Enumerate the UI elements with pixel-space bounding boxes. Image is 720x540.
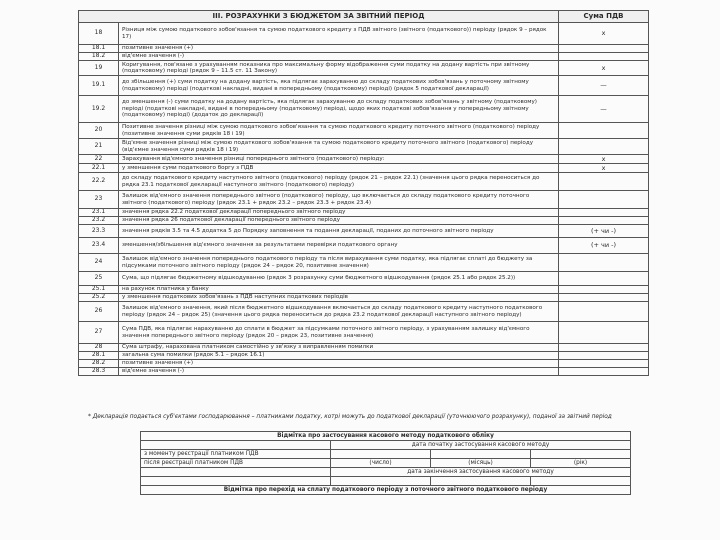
row-number: 28.3 [79,368,119,376]
row-amount[interactable] [559,53,649,61]
row-number: 23.1 [79,209,119,217]
row-description: Зарахування від'ємного значення різниці попереднього звітного (податкового) періоду: [119,155,559,164]
section-title: III. РОЗРАХУНКИ З БЮДЖЕТОМ ЗА ЗВІТНИЙ ПЕРІОД [79,11,559,23]
row-number: 23.2 [79,217,119,225]
date-field[interactable] [331,450,431,459]
amount-column-header: Сума ПДВ [559,11,649,23]
row-number: 19.2 [79,96,119,123]
period-change-caption: Відмітка про перехід на сплату податкового періоду з поточного звітного податкового періоду [141,486,631,495]
table-row [79,123,649,139]
row-amount[interactable] [559,352,649,360]
row-description: у зменшення суми податкового боргу з ПДВ [119,164,559,173]
cash-method-caption: Відмітка про застосування касового методу податкового обліку [141,432,631,441]
row-description: Від'ємне значення різниці між сумою податкового зобов'язання та сумою податкового кредиту поточного звітного (податкового) періоду (від'ємне значення суми рядків 18 і 19) [119,139,559,155]
row-number: 25 [79,272,119,286]
row-number: 24 [79,254,119,272]
row-number: 28 [79,344,119,352]
row-number: 19 [79,61,119,76]
row-number: 28.1 [79,352,119,360]
row-amount[interactable] [559,368,649,376]
table-row [79,53,649,61]
row-amount[interactable] [559,272,649,286]
table-row [79,155,649,164]
row-amount[interactable]: (+ чи -) [559,225,649,238]
row-description: значення рядка 26 податкової декларації попереднього звітного періоду [119,217,559,225]
end-year-field[interactable] [531,477,631,486]
row-amount[interactable] [559,302,649,322]
end-date-field[interactable] [331,477,431,486]
row-number: 28.2 [79,360,119,368]
row-number: 22 [79,155,119,164]
row-number: 27 [79,322,119,344]
row-description: позитивне значення (+) [119,360,559,368]
row-amount[interactable]: x [559,23,649,45]
row-description: у зменшення податкових зобов'язань з ПДВ наступних податкових періодів [119,294,559,302]
end-month-field[interactable] [431,477,531,486]
row-amount[interactable]: — [559,76,649,96]
row-description: Різниця між сумою податкового зобов'язання та сумою податкового кредиту з ПДВ звітного (звітного (податкового)) періоду (рядок 9 – рядок 17) [119,23,559,45]
table-row [79,217,649,225]
registration-moment-label: з моменту реєстрації платником ПДВ [141,450,331,459]
row-description: Залишок від'ємного значення попереднього податкового періоду та після вирахування суми податку, яка підлягає сплаті до бюджету за підсумками поточного звітного періоду (рядок 24 – рядок 20, позитивне значення) [119,254,559,272]
row-amount[interactable] [559,173,649,191]
table-row [79,96,649,123]
row-number: 18.1 [79,45,119,53]
row-description: на рахунок платника у банку [119,286,559,294]
date-label: (число) [331,459,431,468]
row-amount[interactable] [559,217,649,225]
row-description: позитивне значення (+) [119,45,559,53]
row-description: Залишок від'ємного значення попереднього звітного (податкового) періоду, що включається до складу податкового кредиту поточного звітного (податкового) періоду (рядок 23.1 + рядок 23.2 – рядок 23.3 + рядок 23.4) [119,191,559,209]
row-amount[interactable] [559,286,649,294]
row-amount[interactable] [559,123,649,139]
table-row [79,191,649,209]
table-row [79,352,649,360]
table-row [79,238,649,254]
row-amount[interactable] [559,209,649,217]
table-row [79,322,649,344]
year-field[interactable] [531,450,631,459]
row-amount[interactable]: (+ чи -) [559,238,649,254]
month-field[interactable] [431,450,531,459]
row-number: 22.2 [79,173,119,191]
row-amount[interactable]: x [559,61,649,76]
table-row [79,173,649,191]
start-date-caption: дата початку застосування касового методу [331,441,631,450]
row-amount[interactable] [559,139,649,155]
row-number: 22.1 [79,164,119,173]
row-amount[interactable] [559,294,649,302]
row-number: 21 [79,139,119,155]
row-description: від'ємне значення (-) [119,53,559,61]
after-registration-label: після реєстрації платником ПДВ [141,459,331,468]
table-row [79,302,649,322]
row-description: зменшення/збільшення від'ємного значення за результатами перевірки податкового органу [119,238,559,254]
table-row [79,360,649,368]
table-header [79,11,649,23]
row-number: 26 [79,302,119,322]
row-amount[interactable] [559,322,649,344]
table-row [79,294,649,302]
row-description: Сума, що підлягає бюджетному відшкодуванню (рядок 3 розрахунку суми бюджетного відшкодування (рядок 25.1 або рядок 25.2)) [119,272,559,286]
end-date-caption: дата закінчення застосування касового методу [331,468,631,477]
row-number: 25.1 [79,286,119,294]
row-description: значення рядка 22.2 податкової декларації попереднього звітного періоду [119,209,559,217]
table-row [79,76,649,96]
row-amount[interactable]: x [559,155,649,164]
row-description: значення рядків 3.5 та 4.5 додатка 5 до Порядку заповнення та подання декларації, поданих до поточного звітного періоду [119,225,559,238]
table-row [79,368,649,376]
table-row [79,272,649,286]
table-row [79,286,649,294]
table-row [79,139,649,155]
row-description: Залишок від'ємного значення, який після бюджетного відшкодування включається до складу податкового кредиту наступного податкового періоду (рядок 24 – рядок 25) (значення цього рядка переноситься до рядка 23.2 податкової декларації наступного звітного періоду) [119,302,559,322]
row-number: 20 [79,123,119,139]
row-description: Позитивне значення різниці між сумою податкового зобов'язання та сумою податкового кредиту поточного звітного (податкового) періоду (позитивне значення суми рядків 18 і 19) [119,123,559,139]
row-number: 18 [79,23,119,45]
table-row [79,23,649,45]
row-amount[interactable]: — [559,96,649,123]
row-description: Коригування, пов'язане з урахуванням показника про максимальну форму відображення суми податку на додану вартість при звітному (податковому) періоді (рядок 9 – 11.5 ст. 11 Закону) [119,61,559,76]
row-description: до зменшення (-) суми податку на додану вартість, яка підлягає зарахуванню до складу податкових зобов'язань у звітному (податковому) періоді (податкові накладні, видані в попередньому (податковому) періоді, щодо яких податкові зобов'язання у попередньому звітному (податковому) періоді) (додаток до декларації) [119,96,559,123]
row-amount[interactable] [559,45,649,53]
row-description: Сума ПДВ, яка підлягає нарахуванню до сплати в бюджет за підсумками поточного звітного періоду, з урахуванням залишку від'ємного значення попереднього звітного періоду (рядок 20 – рядок 23, позитивне значення) [119,322,559,344]
table-row [79,254,649,272]
row-description: Сума штрафу, нарахована платником самостійно у зв'язку з виправленням помилки [119,344,559,352]
footnote: * Декларація подається суб'єктами господарювання – платниками податку, котрі можуть до податкової декларації (уточнюючого розрахунку), поданої за звітний період [88,414,612,420]
month-label: (місяць) [431,459,531,468]
row-description: від'ємне значення (-) [119,368,559,376]
budget-settlements-table [78,10,649,376]
row-number: 23 [79,191,119,209]
row-description: до складу податкового кредиту наступного звітного (податкового) періоду (рядок 21 – рядок 22.1) (значення цього рядка переноситься до рядка 23.1 податкової декларації наступного звітного (податкового) періоду) [119,173,559,191]
row-amount[interactable] [559,360,649,368]
row-amount[interactable] [559,254,649,272]
table-row [79,45,649,53]
table-row [79,344,649,352]
row-description: до збільшення (+) суми податку на додану вартість, яка підлягає зарахуванню до складу податкових зобов'язань у поточному звітному (податковому) періоді (податкові накладні, видані в попередньому (податковому) періоді) (рядок 5 податкової декларації) [119,76,559,96]
table-row [79,164,649,173]
table-row [79,209,649,217]
row-number: 23.4 [79,238,119,254]
cash-method-table [140,431,631,495]
row-number: 19.1 [79,76,119,96]
row-description: загальна сума помилки (рядок 5.1 – рядок 16.1) [119,352,559,360]
row-amount[interactable]: x [559,164,649,173]
row-number: 23.3 [79,225,119,238]
row-number: 25.2 [79,294,119,302]
year-label: (рік) [531,459,631,468]
table-row [79,61,649,76]
row-amount[interactable] [559,191,649,209]
row-amount[interactable] [559,344,649,352]
table-row [79,225,649,238]
row-number: 18.2 [79,53,119,61]
